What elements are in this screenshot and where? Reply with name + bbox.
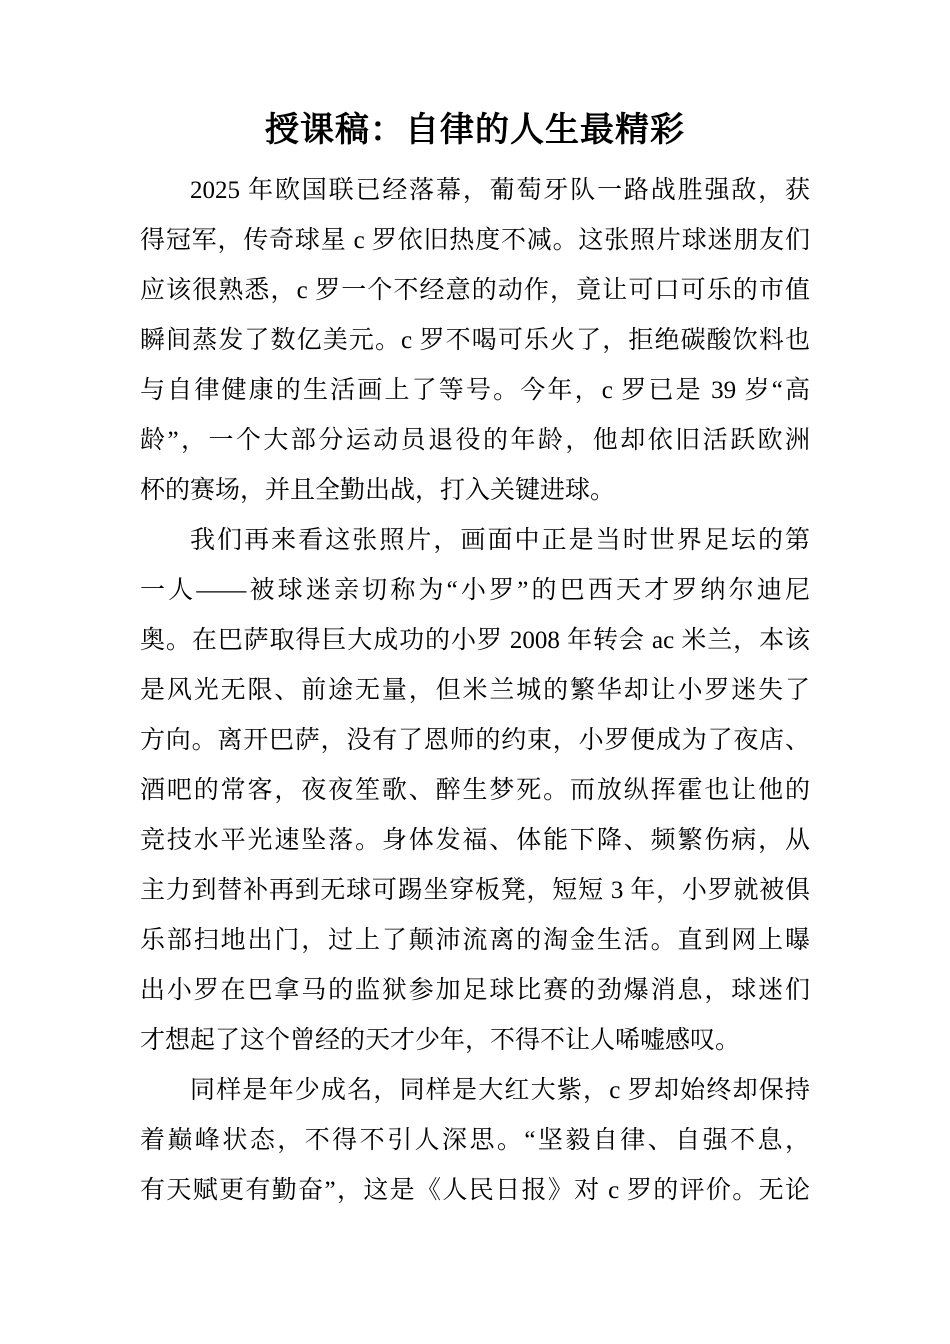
text-line: 龄”，一个大部分运动员退役的年龄，他却依旧活跃欧洲: [140, 427, 810, 454]
text-line: 有天赋更有勤奋”，这是《人民日报》对 c 罗的评价。无论: [140, 1177, 810, 1204]
text-line: 与自律健康的生活画上了等号。今年，c 罗已是 39 岁“高: [140, 377, 810, 404]
text-line: 着巅峰状态，不得不引人深思。“坚毅自律、自强不息，: [140, 1127, 810, 1154]
paragraph: [140, 516, 810, 1066]
text-line: 应该很熟悉，c 罗一个不经意的动作，竟让可口可乐的市值: [140, 277, 810, 304]
text-line: 才想起了这个曾经的天才少年，不得不让人唏嘘感叹。: [140, 1027, 741, 1054]
paragraph: [140, 166, 810, 516]
text-line: 同样是年少成名，同样是大红大紫，c 罗却始终却保持: [190, 1077, 810, 1104]
text-line: 2025 年欧国联已经落幕，葡萄牙队一路战胜强敌，获: [190, 177, 810, 204]
document-body: [0, 166, 810, 1216]
text-line: 一人——被球迷亲切称为“小罗”的巴西天才罗纳尔迪尼: [140, 577, 810, 604]
text-line: 瞬间蒸发了数亿美元。c 罗不喝可乐火了，拒绝碳酸饮料也: [140, 327, 810, 354]
text-line: 酒吧的常客，夜夜笙歌、醉生梦死。而放纵挥霍也让他的: [140, 777, 810, 804]
paragraph: [140, 1066, 810, 1216]
text-line: 是风光无限、前途无量，但米兰城的繁华却让小罗迷失了: [140, 677, 810, 704]
text-line: 方向。离开巴萨，没有了恩师的约束，小罗便成为了夜店、: [140, 727, 810, 754]
text-line: 主力到替补再到无球可踢坐穿板凳，短短 3 年，小罗就被俱: [140, 877, 810, 904]
text-line: 我们再来看这张照片，画面中正是当时世界足坛的第: [190, 527, 810, 554]
text-line: 竞技水平光速坠落。身体发福、体能下降、频繁伤病，从: [140, 827, 810, 854]
text-line: 杯的赛场，并且全勤出战，打入关键进球。: [140, 477, 616, 504]
text-line: 乐部扫地出门，过上了颠沛流离的淘金生活。直到网上曝: [140, 927, 810, 954]
document-title: 授课稿：自律的人生最精彩: [265, 112, 685, 149]
text-line: 出小罗在巴拿马的监狱参加足球比赛的劲爆消息，球迷们: [140, 977, 810, 1004]
text-line: 奥。在巴萨取得巨大成功的小罗 2008 年转会 ac 米兰，本该: [140, 627, 810, 654]
text-line: 得冠军，传奇球星 c 罗依旧热度不减。这张照片球迷朋友们: [140, 227, 810, 254]
